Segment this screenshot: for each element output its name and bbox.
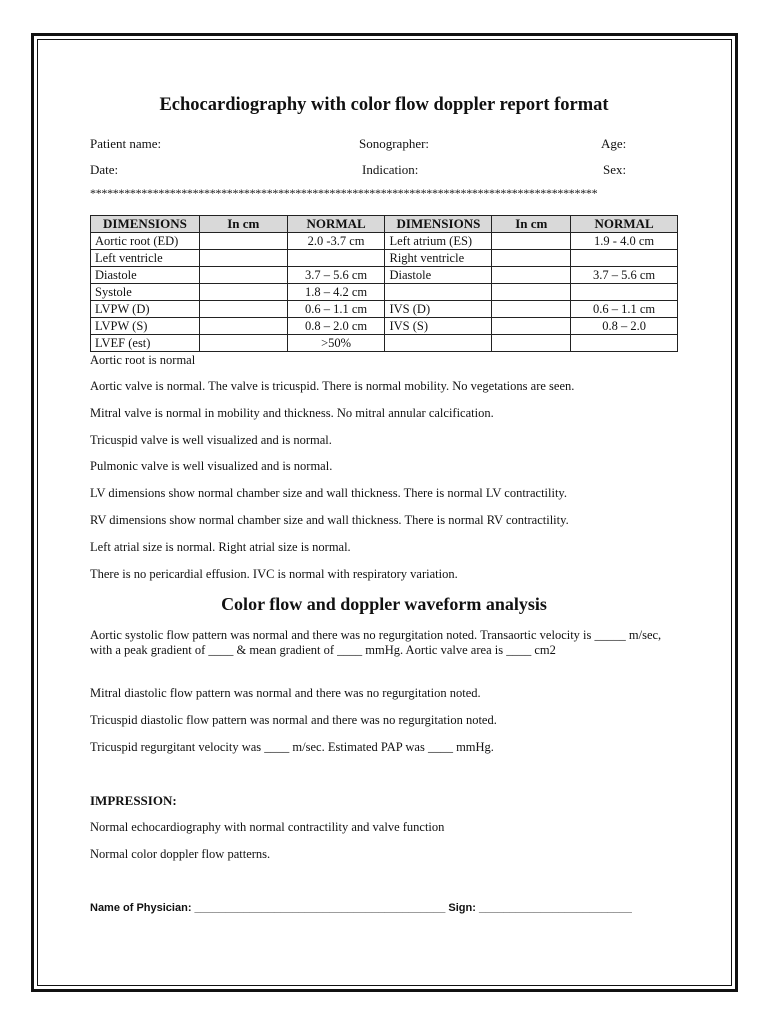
table-cell: Diastole xyxy=(385,267,492,284)
table-cell xyxy=(199,335,287,352)
date-label: Date: xyxy=(90,162,119,177)
table-row xyxy=(91,335,678,352)
dimensions-table xyxy=(90,215,678,352)
table-cell xyxy=(571,250,678,267)
table-cell xyxy=(492,267,571,284)
table-row xyxy=(91,318,678,335)
doppler-paragraph: Tricuspid regurgitant velocity was ____ m/sec. Estimated PAP was ____ mmHg. xyxy=(90,740,494,754)
table-cell xyxy=(199,233,287,250)
finding-line: Left atrial size is normal. Right atrial size is normal. xyxy=(90,540,351,554)
table-row xyxy=(91,233,678,250)
finding-line: Tricuspid valve is well visualized and is normal. xyxy=(90,433,332,447)
table-cell: 0.8 – 2.0 cm xyxy=(287,318,385,335)
table-cell xyxy=(385,335,492,352)
indication-label: Indication: xyxy=(362,162,419,177)
table-cell: 3.7 – 5.6 cm xyxy=(571,267,678,284)
table-cell: >50% xyxy=(287,335,385,352)
table-cell xyxy=(199,301,287,318)
finding-line: Mitral valve is normal in mobility and thickness. No mitral annular calcification. xyxy=(90,406,494,420)
column-header: In cm xyxy=(199,216,287,233)
impression-line: Normal echocardiography with normal contractility and valve function xyxy=(90,820,445,834)
table-cell xyxy=(385,284,492,301)
table-cell: Aortic root (ED) xyxy=(91,233,200,250)
table-row xyxy=(91,301,678,318)
table-row xyxy=(91,250,678,267)
table-cell: 0.6 – 1.1 cm xyxy=(571,301,678,318)
table-header-row xyxy=(91,216,678,233)
finding-line: LV dimensions show normal chamber size and wall thickness. There is normal LV contractility. xyxy=(90,486,567,500)
table-cell: 1.9 - 4.0 cm xyxy=(571,233,678,250)
table-cell: 1.8 – 4.2 cm xyxy=(287,284,385,301)
doppler-paragraph: Tricuspid diastolic flow pattern was normal and there was no regurgitation noted. xyxy=(90,713,497,727)
table-cell xyxy=(492,284,571,301)
table-cell: LVEF (est) xyxy=(91,335,200,352)
table-cell xyxy=(571,284,678,301)
finding-line: Aortic valve is normal. The valve is tricuspid. There is normal mobility. No vegetations are seen. xyxy=(90,379,575,393)
sonographer-label: Sonographer: xyxy=(359,136,430,151)
impression-heading: IMPRESSION: xyxy=(90,793,177,808)
patient-name-label: Patient name: xyxy=(90,136,162,151)
finding-line: Aortic root is normal xyxy=(90,353,196,367)
column-header: In cm xyxy=(492,216,571,233)
table-cell xyxy=(199,318,287,335)
column-header: DIMENSIONS xyxy=(385,216,492,233)
separator-line: ***************************************************************************************** xyxy=(90,186,598,200)
table-cell xyxy=(492,233,571,250)
column-header: DIMENSIONS xyxy=(91,216,200,233)
column-header: NORMAL xyxy=(287,216,385,233)
table-cell: Diastole xyxy=(91,267,200,284)
section-heading-doppler: Color flow and doppler waveform analysis xyxy=(221,594,547,614)
table-cell: 0.8 – 2.0 xyxy=(571,318,678,335)
table-cell: LVPW (D) xyxy=(91,301,200,318)
impression-line: Normal color doppler flow patterns. xyxy=(90,847,271,861)
table-cell xyxy=(492,301,571,318)
table-cell xyxy=(492,318,571,335)
table-cell: 0.6 – 1.1 cm xyxy=(287,301,385,318)
age-label: Age: xyxy=(601,136,627,151)
sex-label: Sex: xyxy=(603,162,627,177)
table-cell xyxy=(492,335,571,352)
table-cell xyxy=(199,284,287,301)
table-cell: Right ventricle xyxy=(385,250,492,267)
table-cell xyxy=(571,335,678,352)
table-cell: IVS (S) xyxy=(385,318,492,335)
table-cell: LVPW (S) xyxy=(91,318,200,335)
table-cell: IVS (D) xyxy=(385,301,492,318)
finding-line: RV dimensions show normal chamber size and wall thickness. There is normal RV contractility. xyxy=(90,513,569,527)
doppler-paragraph: Aortic systolic flow pattern was normal and there was no regurgitation noted. Transaortic velocity is _____ m/sec, with a peak gradient of ____ & mean gradient of ____ mmHg. Aortic valve area is ____ cm2 xyxy=(90,628,662,657)
table-cell: 3.7 – 5.6 cm xyxy=(287,267,385,284)
table-cell: 2.0 -3.7 cm xyxy=(287,233,385,250)
table-row xyxy=(91,284,678,301)
column-header: NORMAL xyxy=(571,216,678,233)
finding-line: There is no pericardial effusion. IVC is normal with respiratory variation. xyxy=(90,567,458,581)
signature-line: Name of Physician: _________________________________________ Sign: _________________________ xyxy=(90,902,632,914)
table-cell: Left ventricle xyxy=(91,250,200,267)
table-cell xyxy=(287,250,385,267)
table-cell: Systole xyxy=(91,284,200,301)
table-row xyxy=(91,267,678,284)
table-cell xyxy=(492,250,571,267)
document-title: Echocardiography with color flow doppler report format xyxy=(159,95,609,115)
doppler-paragraph: Mitral diastolic flow pattern was normal and there was no regurgitation noted. xyxy=(90,686,481,700)
finding-line: Pulmonic valve is well visualized and is normal. xyxy=(90,459,333,473)
table-cell xyxy=(199,267,287,284)
table-cell: Left atrium (ES) xyxy=(385,233,492,250)
table-cell xyxy=(199,250,287,267)
